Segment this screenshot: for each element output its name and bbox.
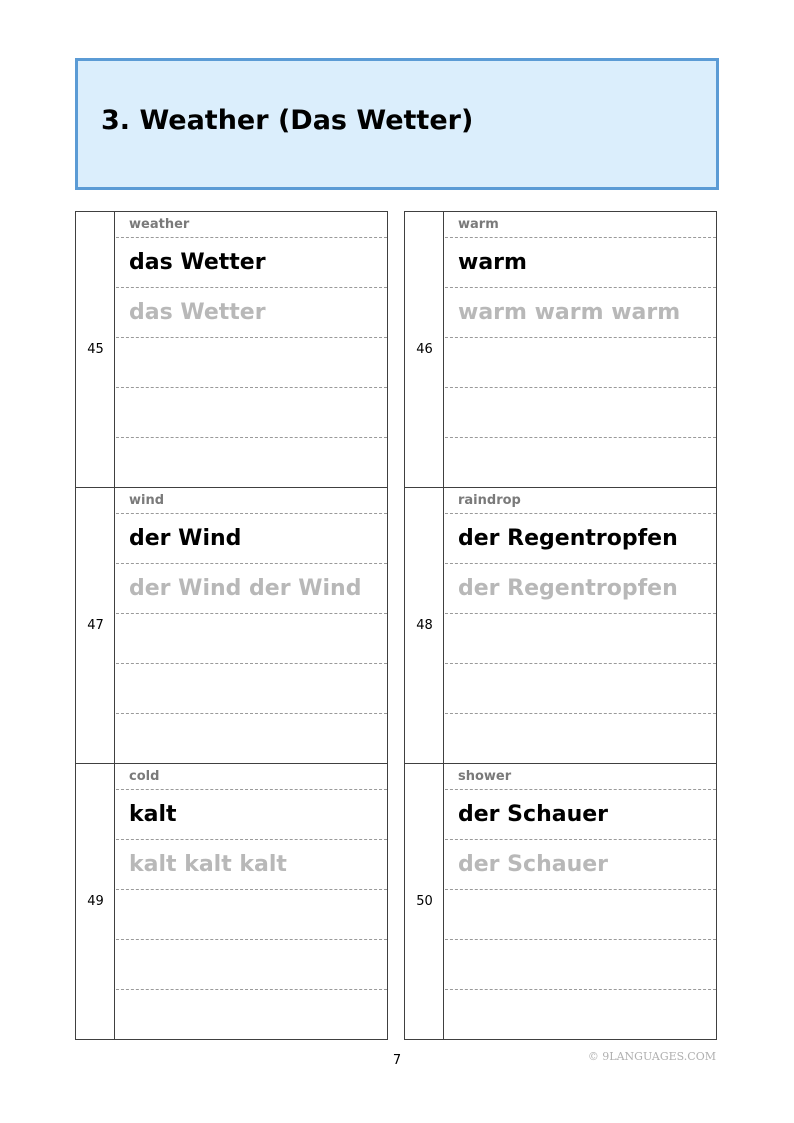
german-word: das Wetter	[116, 238, 387, 288]
practice-line	[116, 940, 387, 990]
practice-line	[116, 338, 387, 388]
card-number: 49	[87, 894, 104, 909]
practice-line	[445, 664, 716, 714]
number-cell	[405, 488, 444, 763]
practice-line	[445, 714, 716, 764]
vocab-card	[404, 763, 717, 1040]
card-number: 45	[87, 342, 104, 357]
writing-rows	[116, 764, 387, 1039]
vocab-card	[75, 763, 388, 1040]
practice-line	[116, 714, 387, 764]
number-cell	[76, 764, 115, 1039]
english-label: warm	[445, 212, 716, 238]
number-cell	[76, 488, 115, 763]
page-title: 3. Weather (Das Wetter)	[101, 105, 474, 136]
english-label: shower	[445, 764, 716, 790]
practice-line	[116, 990, 387, 1040]
practice-line	[116, 614, 387, 664]
vocab-card	[404, 487, 717, 763]
practice-line	[116, 388, 387, 438]
practice-line	[445, 438, 716, 488]
trace-text: der Schauer	[445, 840, 716, 890]
left-column	[75, 211, 388, 1040]
english-label: weather	[116, 212, 387, 238]
page-number: 7	[392, 1053, 402, 1068]
writing-rows	[445, 764, 716, 1039]
number-cell	[405, 212, 444, 487]
practice-line	[445, 338, 716, 388]
practice-line	[445, 890, 716, 940]
practice-line	[116, 664, 387, 714]
writing-rows	[116, 488, 387, 763]
practice-line	[445, 990, 716, 1040]
english-label: cold	[116, 764, 387, 790]
practice-line	[116, 438, 387, 488]
trace-text: kalt kalt kalt	[116, 840, 387, 890]
german-word: der Schauer	[445, 790, 716, 840]
vocab-card	[404, 211, 717, 487]
english-label: raindrop	[445, 488, 716, 514]
practice-line	[445, 940, 716, 990]
vocab-card	[75, 487, 388, 763]
german-word: der Wind	[116, 514, 387, 564]
copyright-notice: © 9LANGUAGES.COM	[587, 1050, 716, 1063]
writing-rows	[445, 212, 716, 487]
german-word: kalt	[116, 790, 387, 840]
practice-line	[445, 388, 716, 438]
trace-text: warm warm warm	[445, 288, 716, 338]
practice-line	[445, 614, 716, 664]
card-number: 47	[87, 618, 104, 633]
card-number: 46	[416, 342, 433, 357]
card-number: 48	[416, 618, 433, 633]
german-word: warm	[445, 238, 716, 288]
trace-text: das Wetter	[116, 288, 387, 338]
writing-rows	[445, 488, 716, 763]
trace-text: der Wind der Wind	[116, 564, 387, 614]
section-header	[75, 58, 719, 190]
number-cell	[76, 212, 115, 487]
practice-line	[116, 890, 387, 940]
card-number: 50	[416, 894, 433, 909]
right-column	[404, 211, 717, 1040]
trace-text: der Regentropfen	[445, 564, 716, 614]
german-word: der Regentropfen	[445, 514, 716, 564]
vocab-card	[75, 211, 388, 487]
english-label: wind	[116, 488, 387, 514]
writing-rows	[116, 212, 387, 487]
number-cell	[405, 764, 444, 1039]
